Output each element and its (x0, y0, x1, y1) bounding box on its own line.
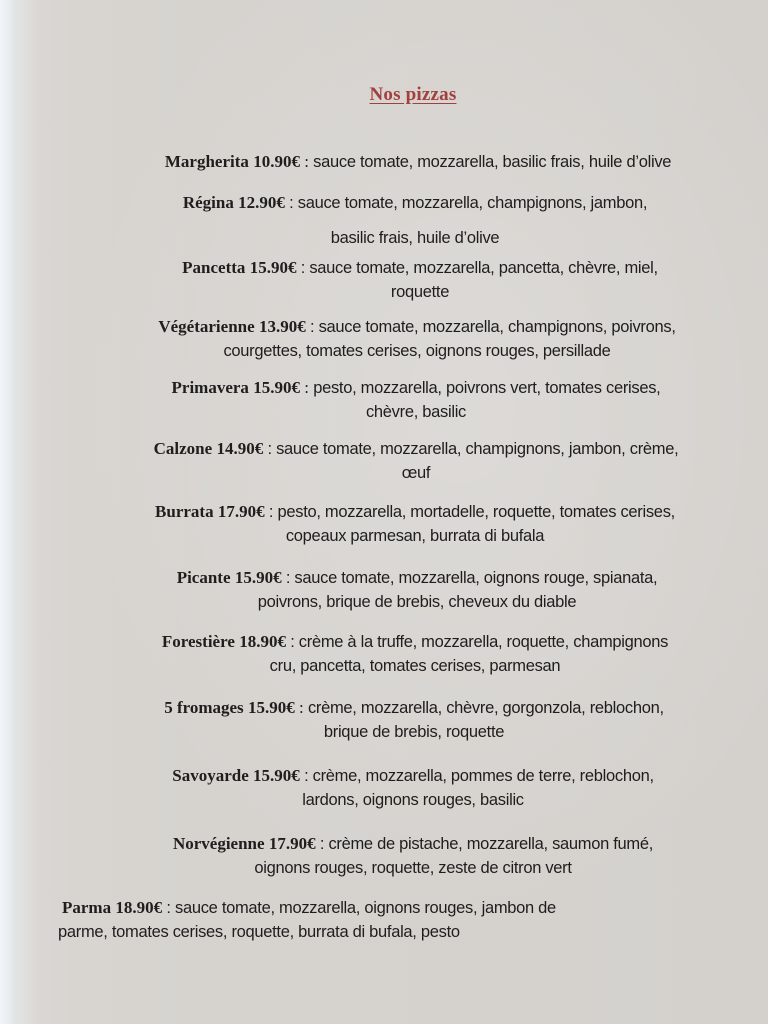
menu-item-5-fromages (84, 696, 744, 744)
pizza-price: 15.90€ (234, 568, 282, 587)
menu-item-line-1 (80, 500, 750, 524)
pizza-name: Savoyarde (172, 766, 249, 785)
pizza-price: 10.90€ (253, 152, 300, 171)
menu-item-line-2: œuf (401, 464, 431, 482)
menu-item-regina (128, 185, 702, 256)
separator: : (299, 152, 314, 171)
menu-item-line-1 (112, 150, 724, 174)
menu-item-line-1 (86, 832, 740, 856)
menu-item-vegetarienne (92, 315, 742, 363)
menu-item-line-1 (90, 764, 736, 788)
separator: : (281, 569, 295, 587)
pizza-price: 15.90€ (253, 378, 300, 397)
menu-item-line-1 (128, 185, 702, 221)
pizza-name: Norvégienne (172, 834, 265, 853)
menu-item-primavera (104, 376, 728, 424)
pizza-price: 12.90€ (238, 193, 285, 212)
ingredients-line-1: sauce tomate, mozzarella, oignons rouge, spianata, (294, 569, 658, 587)
pizza-name: Picante (176, 568, 231, 587)
pizza-price: 14.90€ (216, 439, 264, 458)
pizza-name: Forestière (161, 632, 235, 651)
pizza-price: 17.90€ (268, 834, 316, 853)
ingredients-line-1: pesto, mozzarella, mortadelle, roquette, tomates cerises, (277, 503, 675, 521)
separator: : (299, 767, 313, 785)
separator: : (264, 503, 278, 521)
menu-item-calzone (86, 437, 746, 485)
pizza-name: Primavera (171, 378, 249, 397)
menu-item-parma (58, 896, 738, 944)
menu-item-margherita (112, 150, 724, 174)
menu-item-line-1 (102, 566, 732, 590)
menu-item-pancetta (118, 256, 722, 304)
ingredients-line-1: sauce tomate, mozzarella, champignons, poivrons, (318, 318, 676, 336)
menu-item-line-2: roquette (390, 283, 450, 301)
pizza-price: 15.90€ (253, 766, 300, 785)
pizza-price: 15.90€ (247, 698, 295, 717)
separator: : (263, 440, 277, 458)
menu-item-line-1 (86, 437, 746, 461)
pizza-name: Burrata (155, 502, 214, 521)
menu-item-line-1 (80, 630, 750, 654)
menu-item-line-2: chèvre, basilic (365, 403, 467, 421)
pizza-name: Calzone (153, 439, 213, 458)
ingredients-line-1: sauce tomate, mozzarella, champignons, jambon, (297, 194, 648, 212)
ingredients-line-1: crème de pistache, mozzarella, saumon fumé, (328, 835, 654, 853)
pizza-name: 5 fromages (164, 698, 244, 717)
pizza-name: Régina (182, 193, 234, 212)
separator: : (315, 835, 329, 853)
separator: : (305, 318, 319, 336)
menu-item-line-2: lardons, oignons rouges, basilic (302, 791, 524, 809)
pizza-name: Végétarienne (158, 317, 255, 336)
pizza-price: 17.90€ (217, 502, 265, 521)
pizza-price: 15.90€ (249, 258, 297, 277)
separator: : (294, 698, 308, 717)
menu-item-line-2: copeaux parmesan, burrata di bufala (285, 527, 545, 545)
ingredients-line-1: sauce tomate, mozzarella, basilic frais, huile d’olive (313, 153, 672, 171)
menu-item-line-1 (104, 376, 728, 400)
ingredients-line-1: sauce tomate, mozzarella, champignons, jambon, crème, (276, 440, 679, 458)
menu-item-norvegienne (86, 832, 740, 880)
pizza-name: Pancetta (182, 258, 246, 277)
ingredients-line-1: sauce tomate, mozzarella, oignons rouges, jambon de (175, 899, 556, 917)
menu-item-line-2: cru, pancetta, tomates cerises, parmesan (269, 657, 561, 675)
menu-item-line-1 (84, 696, 744, 720)
pizza-price: 18.90€ (115, 898, 163, 917)
separator: : (284, 194, 298, 212)
menu-item-line-1 (118, 256, 722, 280)
menu-item-line-1 (58, 896, 738, 920)
separator: : (162, 899, 175, 917)
menu-item-line-2: courgettes, tomates cerises, oignons rouges, persillade (223, 342, 611, 360)
ingredients-line-1: pesto, mozzarella, poivrons vert, tomates cerises, (313, 379, 661, 397)
menu-title: Nos pizzas (369, 84, 457, 105)
pizza-name: Parma (62, 898, 112, 917)
ingredients-line-1: sauce tomate, mozzarella, pancetta, chèvre, miel, (309, 259, 658, 277)
menu-item-savoyarde (90, 764, 736, 812)
separator: : (285, 633, 299, 651)
menu-item-line-2: parme, tomates cerises, roquette, burrata di bufala, pesto (58, 923, 460, 941)
menu-item-line-2: poivrons, brique de brebis, cheveux du diable (257, 593, 577, 611)
pizza-name: Margherita (164, 152, 249, 171)
menu-item-line-2: oignons rouges, roquette, zeste de citron vert (254, 859, 572, 877)
menu-item-line-2: brique de brebis, roquette (323, 723, 505, 741)
separator: : (296, 259, 310, 277)
menu-item-picante (102, 566, 732, 614)
ingredients-line-1: crème à la truffe, mozzarella, roquette, champignons (298, 633, 669, 651)
ingredients-line-1: crème, mozzarella, chèvre, gorgonzola, reblochon, (307, 699, 664, 717)
menu-item-line-1 (92, 315, 742, 339)
menu-item-line-2: basilic frais, huile d’olive (330, 229, 500, 247)
menu-item-burrata (80, 500, 750, 548)
pizza-price: 13.90€ (258, 317, 306, 336)
pizza-price: 18.90€ (239, 632, 286, 651)
menu-item-forestiere (80, 630, 750, 678)
separator: : (299, 378, 314, 397)
ingredients-line-1: crème, mozzarella, pommes de terre, reblochon, (312, 767, 654, 785)
